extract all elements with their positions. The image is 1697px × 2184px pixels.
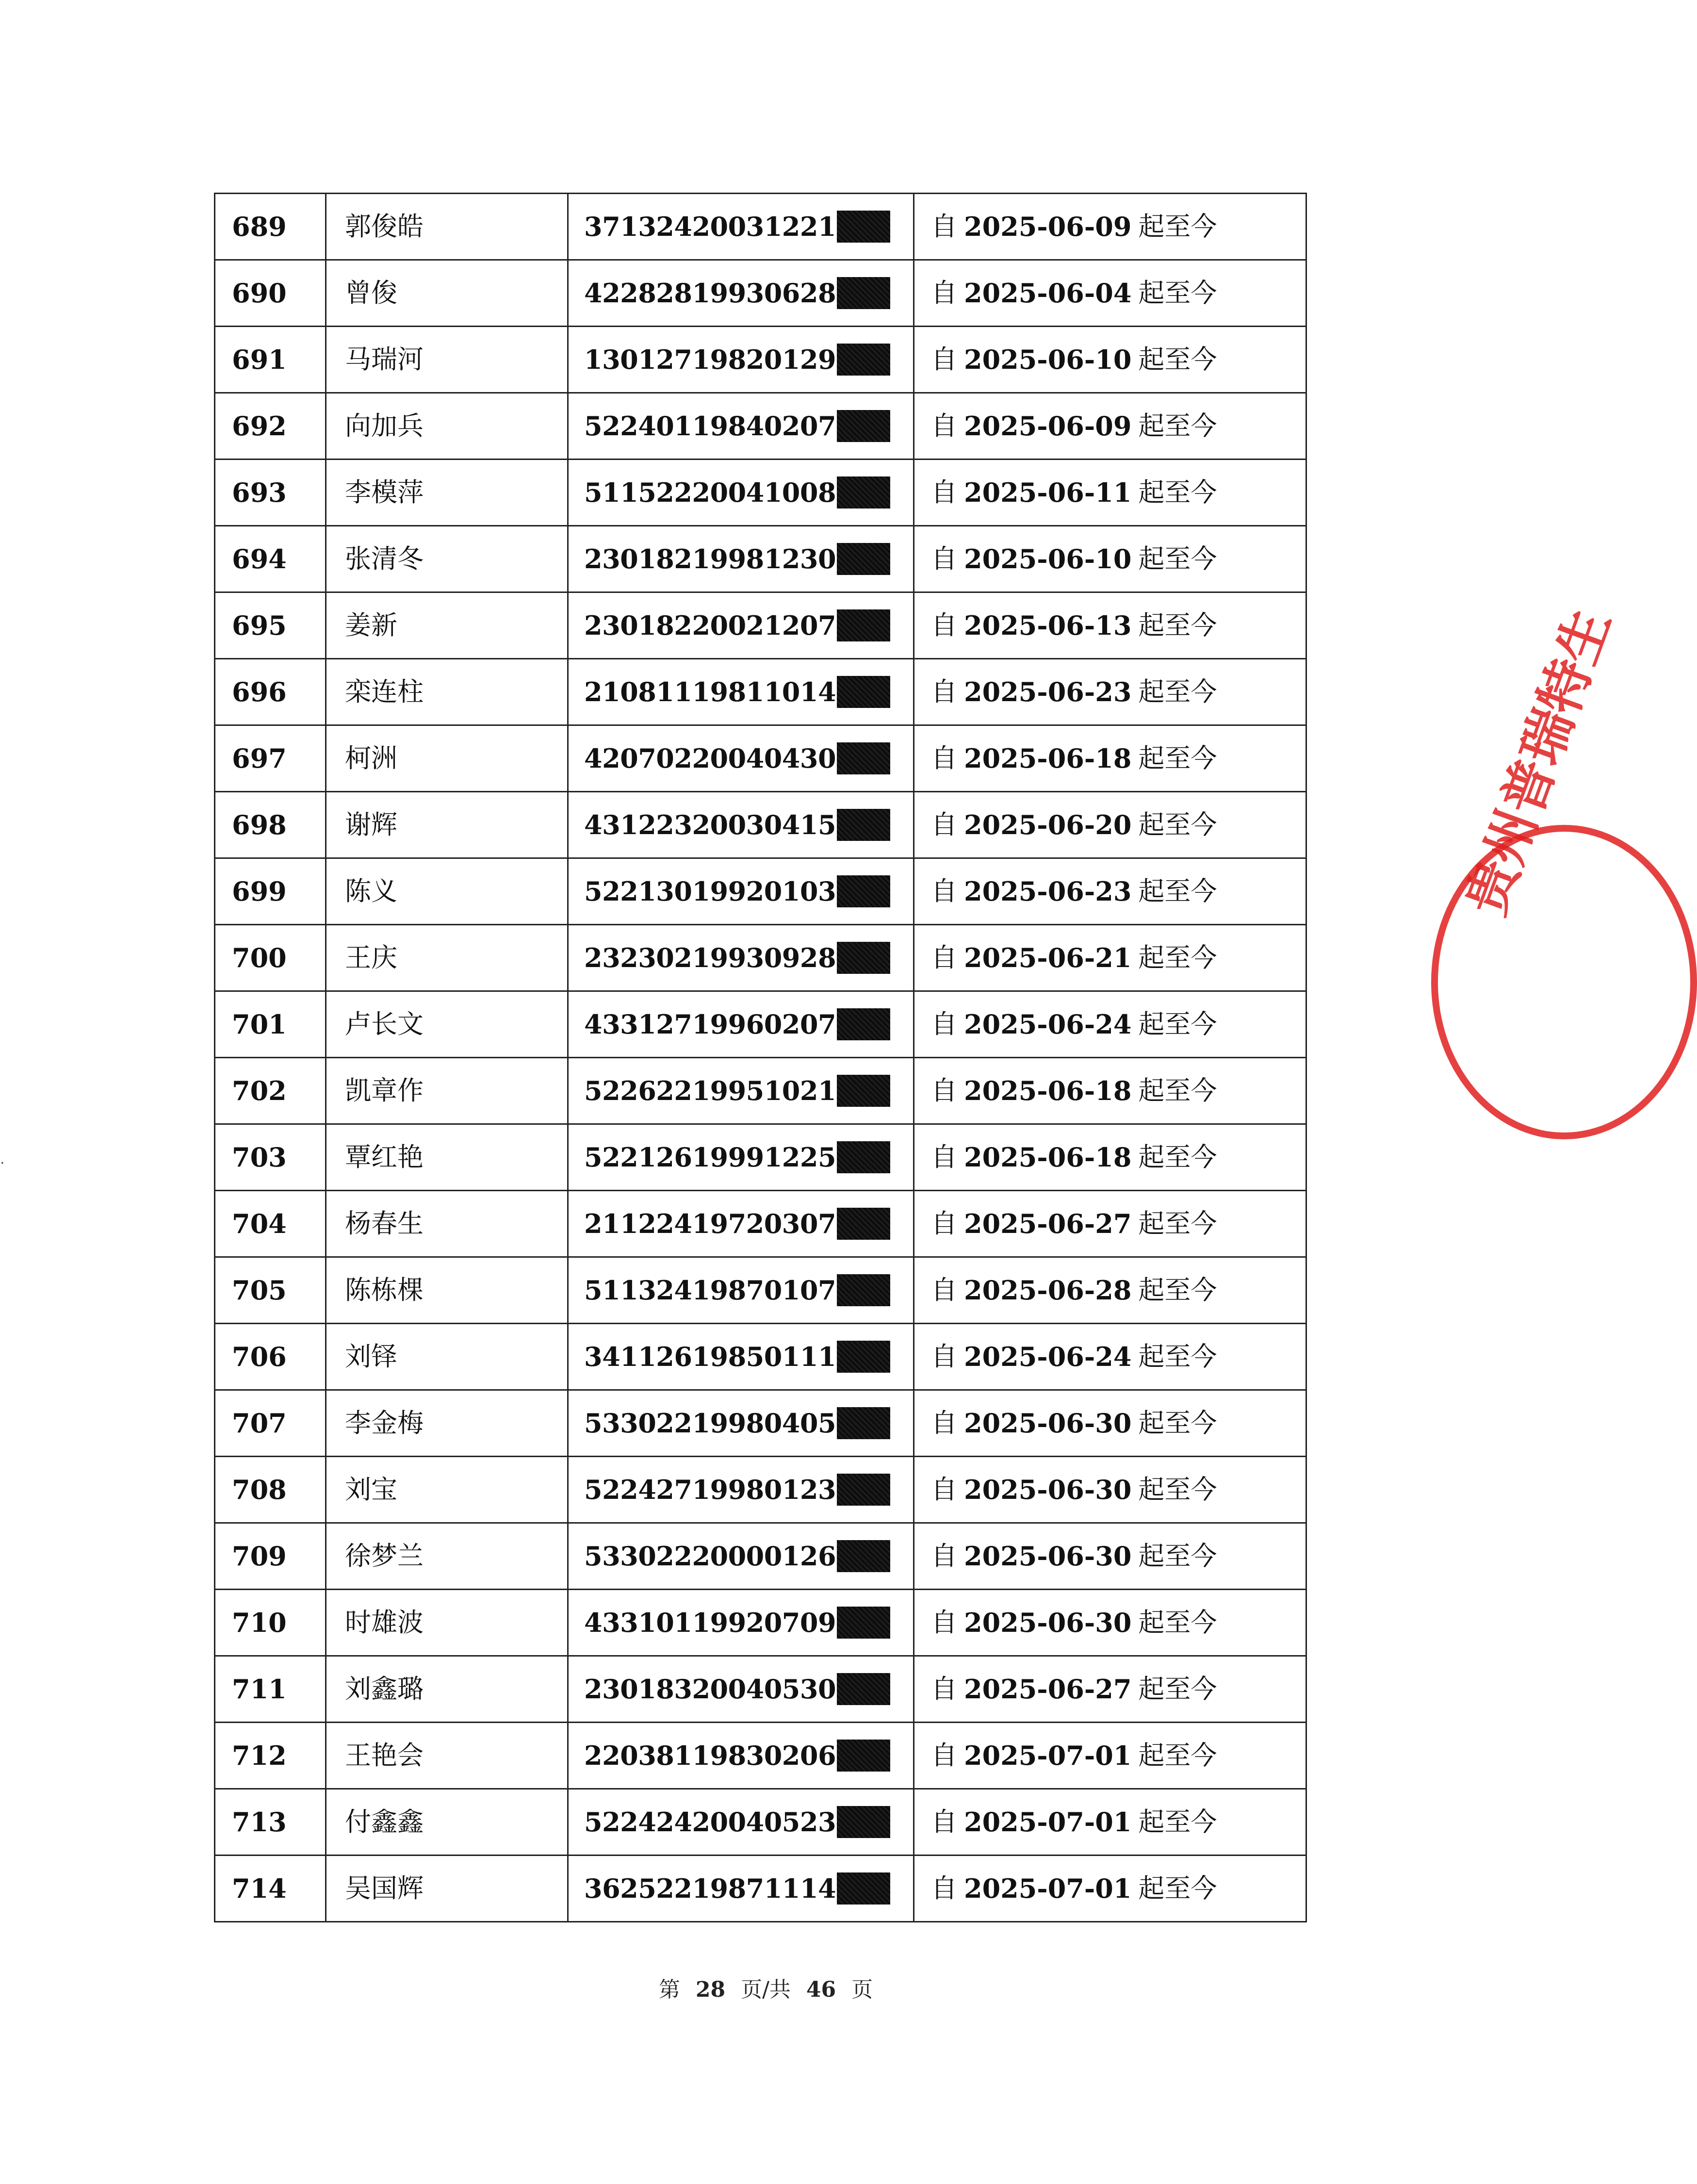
- start-date: 2025-06-21: [964, 942, 1132, 973]
- table-row: [215, 1723, 1307, 1790]
- person-name: 张清冬: [326, 526, 569, 591]
- table-row: [215, 1590, 1307, 1657]
- footer-middle: 页/共: [741, 1977, 791, 2002]
- person-name: 谢辉: [326, 792, 569, 857]
- id-number-visible: 53302220000126: [584, 1541, 836, 1572]
- date-cell: [914, 327, 1307, 392]
- table-row: [215, 1524, 1307, 1590]
- date-prefix: 自: [931, 610, 957, 640]
- redaction-block: [837, 1607, 890, 1639]
- person-name: 李金梅: [326, 1391, 569, 1456]
- row-number: 707: [215, 1391, 326, 1456]
- id-number-visible: 43122320030415: [584, 809, 836, 840]
- date-cell: [914, 925, 1307, 990]
- row-number: 714: [215, 1856, 326, 1921]
- id-number-visible: 52262219951021: [584, 1075, 836, 1106]
- start-date: 2025-07-01: [964, 1806, 1132, 1838]
- table-row: [215, 659, 1307, 726]
- date-suffix: 起至今: [1138, 278, 1217, 308]
- date-prefix: 自: [931, 809, 957, 840]
- start-date: 2025-06-30: [964, 1474, 1132, 1505]
- id-number-cell: [569, 1457, 914, 1522]
- date-prefix: 自: [931, 278, 957, 308]
- start-date: 2025-06-04: [964, 278, 1132, 309]
- table-row: [215, 859, 1307, 925]
- redaction-block: [837, 1008, 890, 1040]
- row-number: 693: [215, 460, 326, 525]
- date-cell: [914, 1391, 1307, 1456]
- start-date: 2025-06-10: [964, 543, 1132, 575]
- date-suffix: 起至今: [1138, 743, 1217, 773]
- person-name: 陈栋棵: [326, 1258, 569, 1323]
- person-name: 时雄波: [326, 1590, 569, 1655]
- date-suffix: 起至今: [1138, 1075, 1217, 1106]
- start-date: 2025-06-09: [964, 211, 1132, 242]
- id-number-visible: 21081119811014: [584, 676, 836, 707]
- redaction-block: [837, 676, 890, 708]
- start-date: 2025-06-20: [964, 809, 1132, 840]
- redaction-block: [837, 1673, 890, 1705]
- date-suffix: 起至今: [1138, 1341, 1217, 1372]
- id-number-visible: 36252219871114: [584, 1873, 836, 1904]
- id-number-visible: 42282819930628: [584, 278, 836, 309]
- date-cell: [914, 593, 1307, 658]
- redaction-block: [837, 609, 890, 641]
- id-number-visible: 37132420031221: [584, 211, 836, 242]
- seal-text-graphic: 贵州普瑞特生: [1453, 600, 1622, 923]
- person-name: 郭俊皓: [326, 194, 569, 259]
- person-name: 刘鑫璐: [326, 1657, 569, 1722]
- id-number-visible: 52212619991225: [584, 1142, 836, 1173]
- id-number-visible: 43312719960207: [584, 1009, 836, 1040]
- date-suffix: 起至今: [1138, 1208, 1217, 1239]
- date-prefix: 自: [931, 1142, 957, 1172]
- id-number-visible: 42070220040430: [584, 743, 836, 774]
- date-prefix: 自: [931, 1075, 957, 1106]
- start-date: 2025-06-10: [964, 344, 1132, 375]
- person-name: 杨春生: [326, 1191, 569, 1256]
- redaction-block: [837, 476, 890, 509]
- id-number-visible: 13012719820129: [584, 344, 836, 375]
- date-suffix: 起至今: [1138, 942, 1217, 973]
- start-date: 2025-06-18: [964, 1142, 1132, 1173]
- date-suffix: 起至今: [1138, 344, 1217, 375]
- redaction-block: [837, 1274, 890, 1306]
- date-cell: [914, 1723, 1307, 1788]
- date-prefix: 自: [931, 1275, 957, 1305]
- person-name: 吴国辉: [326, 1856, 569, 1921]
- date-suffix: 起至今: [1138, 876, 1217, 906]
- person-name: 凯章作: [326, 1058, 569, 1123]
- table-row: [215, 1191, 1307, 1258]
- date-prefix: 自: [931, 1674, 957, 1704]
- date-cell: [914, 1524, 1307, 1589]
- row-number: 689: [215, 194, 326, 259]
- redaction-block: [837, 211, 890, 243]
- date-cell: [914, 792, 1307, 857]
- date-suffix: 起至今: [1138, 1142, 1217, 1172]
- row-number: 697: [215, 726, 326, 791]
- id-number-cell: [569, 1258, 914, 1323]
- person-name: 王艳会: [326, 1723, 569, 1788]
- start-date: 2025-06-30: [964, 1408, 1132, 1439]
- id-number-visible: 51132419870107: [584, 1275, 836, 1306]
- start-date: 2025-06-27: [964, 1208, 1132, 1239]
- redaction-block: [837, 543, 890, 575]
- table-row: [215, 1324, 1307, 1391]
- table-row: [215, 1856, 1307, 1922]
- date-prefix: 自: [931, 1208, 957, 1239]
- row-number: 712: [215, 1723, 326, 1788]
- id-number-visible: 52242420040523: [584, 1806, 836, 1838]
- id-number-visible: 23018320040530: [584, 1674, 836, 1705]
- redaction-block: [837, 1407, 890, 1439]
- date-suffix: 起至今: [1138, 1275, 1217, 1305]
- total-page-count: 46: [806, 1977, 836, 2002]
- redaction-block: [837, 942, 890, 974]
- redaction-block: [837, 410, 890, 442]
- id-number-cell: [569, 1391, 914, 1456]
- date-suffix: 起至今: [1138, 809, 1217, 840]
- table-row: [215, 194, 1307, 261]
- id-number-cell: [569, 659, 914, 724]
- table-row: [215, 792, 1307, 859]
- start-date: 2025-06-30: [964, 1607, 1132, 1638]
- row-number: 705: [215, 1258, 326, 1323]
- table-row: [215, 726, 1307, 792]
- date-prefix: 自: [931, 543, 957, 574]
- date-suffix: 起至今: [1138, 1607, 1217, 1638]
- id-number-visible: 23018220021207: [584, 610, 836, 641]
- person-name: 徐梦兰: [326, 1524, 569, 1589]
- date-cell: [914, 1258, 1307, 1323]
- redaction-block: [837, 1075, 890, 1107]
- row-number: 699: [215, 859, 326, 924]
- margin-mark: ·: [0, 1155, 5, 1172]
- date-prefix: 自: [931, 1740, 957, 1771]
- id-number-cell: [569, 1590, 914, 1655]
- date-cell: [914, 194, 1307, 259]
- date-suffix: 起至今: [1138, 610, 1217, 640]
- date-prefix: 自: [931, 344, 957, 375]
- date-suffix: 起至今: [1138, 411, 1217, 441]
- table-row: [215, 992, 1307, 1058]
- date-suffix: 起至今: [1138, 1740, 1217, 1771]
- redaction-block: [837, 1806, 890, 1838]
- redaction-block: [837, 809, 890, 841]
- table-row: [215, 327, 1307, 394]
- table-row: [215, 460, 1307, 526]
- id-number-cell: [569, 1524, 914, 1589]
- id-number-cell: [569, 859, 914, 924]
- row-number: 692: [215, 394, 326, 459]
- date-cell: [914, 859, 1307, 924]
- start-date: 2025-06-18: [964, 1075, 1132, 1106]
- date-cell: [914, 460, 1307, 525]
- id-number-cell: [569, 460, 914, 525]
- table-row: [215, 394, 1307, 460]
- person-name: 卢长文: [326, 992, 569, 1057]
- table-row: [215, 1457, 1307, 1524]
- date-cell: [914, 992, 1307, 1057]
- page-footer: [0, 1972, 1532, 2003]
- date-prefix: 自: [931, 1607, 957, 1638]
- person-name: 李模萍: [326, 460, 569, 525]
- id-number-cell: [569, 992, 914, 1057]
- person-name: 刘铎: [326, 1324, 569, 1389]
- id-number-cell: [569, 593, 914, 658]
- id-number-cell: [569, 327, 914, 392]
- date-cell: [914, 1457, 1307, 1522]
- id-number-visible: 21122419720307: [584, 1208, 836, 1239]
- start-date: 2025-06-28: [964, 1275, 1132, 1306]
- table-row: [215, 1125, 1307, 1191]
- id-number-visible: 22038119830206: [584, 1740, 836, 1771]
- row-number: 700: [215, 925, 326, 990]
- footer-suffix: 页: [851, 1977, 873, 2002]
- date-prefix: 自: [931, 1873, 957, 1904]
- date-cell: [914, 261, 1307, 326]
- row-number: 701: [215, 992, 326, 1057]
- date-cell: [914, 1790, 1307, 1855]
- start-date: 2025-06-24: [964, 1009, 1132, 1040]
- row-number: 690: [215, 261, 326, 326]
- date-suffix: 起至今: [1138, 543, 1217, 574]
- id-number-cell: [569, 792, 914, 857]
- date-cell: [914, 394, 1307, 459]
- start-date: 2025-06-30: [964, 1541, 1132, 1572]
- person-name: 向加兵: [326, 394, 569, 459]
- records-table: [214, 193, 1307, 1922]
- start-date: 2025-06-18: [964, 743, 1132, 774]
- date-cell: [914, 659, 1307, 724]
- date-suffix: 起至今: [1138, 477, 1217, 508]
- table-row: [215, 261, 1307, 327]
- start-date: 2025-06-11: [964, 477, 1132, 508]
- redaction-block: [837, 875, 890, 907]
- id-number-cell: [569, 1125, 914, 1190]
- row-number: 698: [215, 792, 326, 857]
- id-number-visible: 23018219981230: [584, 543, 836, 575]
- row-number: 695: [215, 593, 326, 658]
- person-name: 刘宝: [326, 1457, 569, 1522]
- id-number-cell: [569, 726, 914, 791]
- id-number-cell: [569, 526, 914, 591]
- date-suffix: 起至今: [1138, 1674, 1217, 1704]
- date-prefix: 自: [931, 1341, 957, 1372]
- date-prefix: 自: [931, 942, 957, 973]
- start-date: 2025-07-01: [964, 1740, 1132, 1771]
- row-number: 703: [215, 1125, 326, 1190]
- id-number-cell: [569, 925, 914, 990]
- date-suffix: 起至今: [1138, 211, 1217, 242]
- date-cell: [914, 526, 1307, 591]
- date-prefix: 自: [931, 1474, 957, 1505]
- date-prefix: 自: [931, 211, 957, 242]
- row-number: 706: [215, 1324, 326, 1389]
- start-date: 2025-06-09: [964, 411, 1132, 442]
- date-suffix: 起至今: [1138, 1541, 1217, 1571]
- redaction-block: [837, 1540, 890, 1572]
- person-name: 陈义: [326, 859, 569, 924]
- redaction-block: [837, 1341, 890, 1373]
- row-number: 708: [215, 1457, 326, 1522]
- table-row: [215, 925, 1307, 992]
- id-number-cell: [569, 1058, 914, 1123]
- date-prefix: 自: [931, 743, 957, 773]
- id-number-visible: 43310119920709: [584, 1607, 836, 1638]
- date-cell: [914, 1125, 1307, 1190]
- start-date: 2025-07-01: [964, 1873, 1132, 1904]
- id-number-cell: [569, 1324, 914, 1389]
- redaction-block: [837, 277, 890, 309]
- row-number: 713: [215, 1790, 326, 1855]
- person-name: 付鑫鑫: [326, 1790, 569, 1855]
- date-cell: [914, 726, 1307, 791]
- row-number: 710: [215, 1590, 326, 1655]
- id-number-visible: 52213019920103: [584, 876, 836, 907]
- date-suffix: 起至今: [1138, 1474, 1217, 1505]
- date-suffix: 起至今: [1138, 676, 1217, 707]
- redaction-block: [837, 1740, 890, 1772]
- date-suffix: 起至今: [1138, 1806, 1217, 1837]
- date-cell: [914, 1590, 1307, 1655]
- id-number-cell: [569, 1856, 914, 1921]
- id-number-visible: 52242719980123: [584, 1474, 836, 1505]
- start-date: 2025-06-27: [964, 1674, 1132, 1705]
- date-prefix: 自: [931, 876, 957, 906]
- date-suffix: 起至今: [1138, 1873, 1217, 1904]
- id-number-visible: 51152220041008: [584, 477, 836, 508]
- id-number-cell: [569, 1723, 914, 1788]
- start-date: 2025-06-13: [964, 610, 1132, 641]
- person-name: 马瑞河: [326, 327, 569, 392]
- redaction-block: [837, 1474, 890, 1506]
- date-cell: [914, 1657, 1307, 1722]
- date-prefix: 自: [931, 1408, 957, 1438]
- person-name: 王庆: [326, 925, 569, 990]
- row-number: 709: [215, 1524, 326, 1589]
- id-number-cell: [569, 194, 914, 259]
- person-name: 栾连柱: [326, 659, 569, 724]
- id-number-cell: [569, 1790, 914, 1855]
- redaction-block: [837, 344, 890, 376]
- redaction-block: [837, 1208, 890, 1240]
- table-row: [215, 1657, 1307, 1723]
- date-cell: [914, 1058, 1307, 1123]
- table-row: [215, 526, 1307, 593]
- id-number-cell: [569, 1657, 914, 1722]
- table-row: [215, 1258, 1307, 1324]
- date-prefix: 自: [931, 477, 957, 508]
- id-number-visible: 53302219980405: [584, 1408, 836, 1439]
- table-row: [215, 593, 1307, 659]
- id-number-visible: 34112619850111: [584, 1341, 836, 1372]
- id-number-cell: [569, 261, 914, 326]
- table-row: [215, 1391, 1307, 1457]
- start-date: 2025-06-23: [964, 876, 1132, 907]
- date-prefix: 自: [931, 1541, 957, 1571]
- redaction-block: [837, 1141, 890, 1173]
- row-number: 704: [215, 1191, 326, 1256]
- id-number-cell: [569, 394, 914, 459]
- date-cell: [914, 1191, 1307, 1256]
- row-number: 711: [215, 1657, 326, 1722]
- date-cell: [914, 1324, 1307, 1389]
- table-row: [215, 1058, 1307, 1125]
- date-suffix: 起至今: [1138, 1009, 1217, 1039]
- date-cell: [914, 1856, 1307, 1921]
- current-page-number: 28: [695, 1977, 726, 2002]
- id-number-visible: 52240119840207: [584, 411, 836, 442]
- person-name: 柯洲: [326, 726, 569, 791]
- redaction-block: [837, 1872, 890, 1905]
- person-name: 姜新: [326, 593, 569, 658]
- start-date: 2025-06-23: [964, 676, 1132, 707]
- date-prefix: 自: [931, 1009, 957, 1039]
- start-date: 2025-06-24: [964, 1341, 1132, 1372]
- row-number: 702: [215, 1058, 326, 1123]
- date-prefix: 自: [931, 411, 957, 441]
- row-number: 691: [215, 327, 326, 392]
- footer-prefix: 第: [658, 1977, 680, 2002]
- id-number-visible: 23230219930928: [584, 942, 836, 973]
- date-suffix: 起至今: [1138, 1408, 1217, 1438]
- row-number: 696: [215, 659, 326, 724]
- table-row: [215, 1790, 1307, 1856]
- redaction-block: [837, 742, 890, 774]
- person-name: 曾俊: [326, 261, 569, 326]
- date-prefix: 自: [931, 676, 957, 707]
- id-number-cell: [569, 1191, 914, 1256]
- date-prefix: 自: [931, 1806, 957, 1837]
- person-name: 覃红艳: [326, 1125, 569, 1190]
- row-number: 694: [215, 526, 326, 591]
